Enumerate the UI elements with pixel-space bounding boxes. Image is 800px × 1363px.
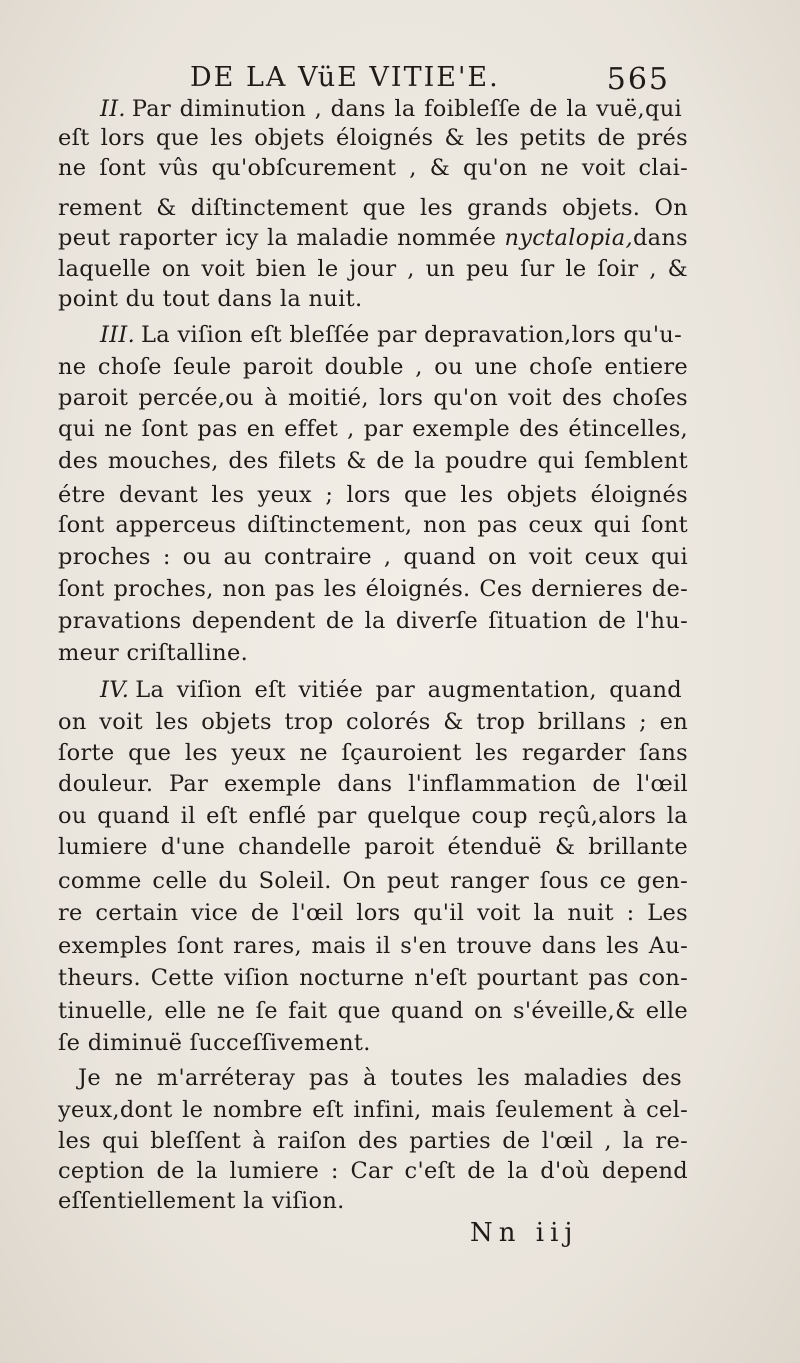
text-line: yeux,dont le nombre eſt infini, mais ſeulement à cel- [58, 1097, 688, 1123]
text-line: paroit percée,ou à moitié, lors qu'on voit des choſes [58, 385, 688, 411]
text-line: II. Par diminution , dans la foibleſſe de la vuë,qui [100, 96, 682, 122]
text-line: theurs. Cette viſion nocturne n'eſt pourtant pas con- [58, 965, 688, 991]
text-line: tinuelle, elle ne ſe fait que quand on s'éveille,& elle [58, 998, 688, 1024]
text-line: re certain vice de l'œil lors qu'il voit la nuit : Les [58, 900, 688, 926]
text-line: ſont apperceus diſtinctement, non pas ceux qui ſont [58, 512, 688, 538]
text-line: qui ne ſont pas en effet , par exemple des étincelles, [58, 416, 688, 442]
text-line: IV. La viſion eſt vitiée par augmentation, quand [100, 677, 682, 703]
text-line: exemples ſont rares, mais il s'en trouve dans les Au- [58, 933, 688, 959]
text-line: douleur. Par exemple dans l'inflammation de l'œil [58, 771, 688, 797]
page-number: 565 [606, 62, 670, 97]
italic-term: nyctalopia, [504, 225, 633, 251]
paragraph-number: II. [100, 96, 126, 122]
text-line: lumiere d'une chandelle paroit étenduë & brillante [58, 834, 688, 860]
text-line: des mouches, des filets & de la poudre qui ſemblent [58, 448, 688, 474]
text-line: ſorte que les yeux ne ſçauroient les regarder ſans [58, 740, 688, 766]
text-line: peut raporter icy la maladie nommée nyctalopia,dans [58, 225, 688, 251]
running-title: DE LA VüE VITIE'E. [190, 62, 500, 93]
text-line: comme celle du Soleil. On peut ranger ſous ce gen- [58, 868, 688, 894]
text-line: ſont proches, non pas les éloignés. Ces dernieres de- [58, 576, 688, 602]
text-line: Je ne m'arréteray pas à toutes les maladies des [78, 1065, 682, 1091]
text-line: ou quand il eſt enflé par quelque coup reçû,alors la [58, 803, 688, 829]
paragraph-number: IV. [100, 677, 130, 703]
text-line: ne ſont vûs qu'obſcurement , & qu'on ne voit clai- [58, 155, 688, 181]
text-line: ception de la lumiere : Car c'eſt de la d'où depend [58, 1158, 688, 1184]
text-line: on voit les objets trop colorés & trop brillans ; en [58, 709, 688, 735]
text-line: eſt lors que les objets éloignés & les petits de prés [58, 125, 688, 151]
text-line: point du tout dans la nuit. [58, 286, 363, 312]
text-line: laquelle on voit bien le jour , un peu ſur le ſoir , & [58, 256, 688, 282]
text-line: proches : ou au contraire , quand on voit ceux qui [58, 544, 688, 570]
text-line: pravations dependent de la diverſe ſituation de l'hu- [58, 608, 688, 634]
text-line: ſe diminuë ſucceſſivement. [58, 1030, 371, 1056]
text-line: étre devant les yeux ; lors que les objets éloignés [58, 482, 688, 508]
text-line: meur criſtalline. [58, 640, 249, 666]
paragraph-number: III. [100, 322, 136, 348]
signature-mark: Nn iij [470, 1218, 579, 1248]
text-line: les qui bleſſent à raiſon des parties de l'œil , la re- [58, 1128, 688, 1154]
text-line: eſſentiellement la viſion. [58, 1188, 345, 1214]
text-line: III. La viſion eſt bleſſée par depravation,lors qu'u- [100, 322, 682, 348]
text-line: ne choſe ſeule paroit double , ou une choſe entiere [58, 354, 688, 380]
text-line: rement & diſtinctement que les grands objets. On [58, 195, 688, 221]
